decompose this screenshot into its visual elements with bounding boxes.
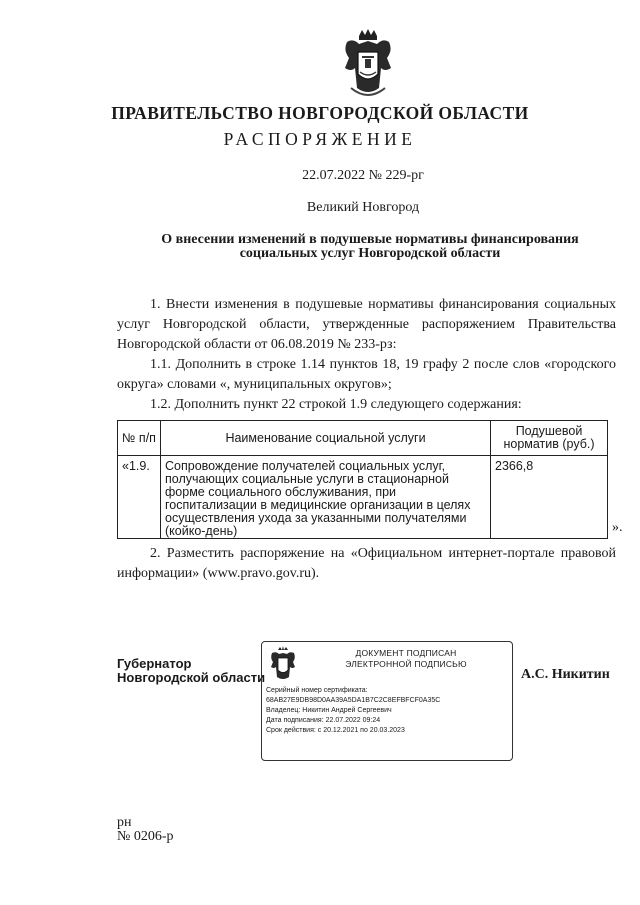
- footer-line-1: рн: [117, 815, 132, 830]
- date-and-number: 22.07.2022 № 229-рг: [302, 168, 424, 183]
- stamp-details: [266, 686, 440, 736]
- header-service-name: Наименование социальной услуги: [161, 421, 491, 456]
- table-closing-quote: ».: [612, 520, 623, 535]
- stamp-title-line-2: ЭЛЕКТРОННОЙ ПОДПИСЬЮ: [345, 659, 467, 669]
- header-norm: Подушевой норматив (руб.): [491, 421, 608, 456]
- services-table: [117, 420, 608, 539]
- position-line-1: Губернатор: [117, 656, 192, 671]
- paragraph-2-text: 2. Разместить распоряжение на «Официальном интернет-портале правовой информации» (www.pravo.gov.ru).: [117, 546, 616, 581]
- government-title: ПРАВИТЕЛЬСТВО НОВГОРОДСКОЙ ОБЛАСТИ: [111, 103, 529, 123]
- stamp-cert-number: 68AB27E9DB98D0AA39A5DA1B7C2C8EFBFCF0A35C: [266, 697, 441, 704]
- stamp-title: [306, 648, 506, 670]
- paragraph-1-1: [117, 355, 616, 395]
- city: Великий Новгород: [306, 200, 420, 215]
- coat-of-arms-emblem: [339, 28, 397, 100]
- table-header-row: [118, 421, 608, 456]
- footer-note: [117, 816, 174, 844]
- stamp-cert-label: Серийный номер сертификата:: [266, 687, 368, 694]
- stamp-emblem-icon: [268, 646, 298, 684]
- document-type: РАСПОРЯЖЕНИЕ: [223, 129, 417, 149]
- subject-line-1: О внесении изменений в подушевые нормативы финансирования: [161, 232, 579, 247]
- paragraph-1-text: 1. Внести изменения в подушевые нормативы финансирования социальных услуг Новгородской области, утвержденные распоряжением Правительства Новгородской области от 06.08.2019 № 233-рз:: [117, 297, 616, 352]
- table-row: [118, 456, 608, 539]
- signatory-name: А.С. Никитин: [521, 667, 610, 682]
- paragraph-1-1-text: 1.1. Дополнить в строке 1.14 пунктов 18, 19 графу 2 после слов «городского округа» словами «, муниципальных округов»;: [117, 357, 616, 392]
- row-service-name: Сопровождение получателей социальных услуг, получающих социальные услуги в стационарной форме социального обслуживания, при госпитализации в медицинские организации в целях осуществления ухода за указанными получателями (койко-день): [161, 456, 491, 539]
- paragraph-2: [117, 544, 616, 584]
- stamp-owner: Владелец: Никитин Андрей Сергеевич: [266, 707, 392, 714]
- paragraph-1: [117, 295, 616, 355]
- stamp-title-line-1: ДОКУМЕНТ ПОДПИСАН: [355, 648, 457, 658]
- stamp-signed-date: Дата подписания: 22.07.2022 09:24: [266, 717, 381, 724]
- electronic-signature-stamp: [261, 641, 513, 761]
- document-subject: [100, 233, 640, 261]
- stamp-validity: Срок действия: с 20.12.2021 по 20.03.2023: [266, 727, 405, 734]
- paragraph-1-2: [117, 395, 616, 415]
- footer-line-2: № 0206-р: [117, 829, 174, 844]
- signatory-position: [117, 657, 265, 685]
- row-norm-value: 2366,8: [491, 456, 608, 539]
- paragraph-1-2-text: 1.2. Дополнить пункт 22 строкой 1.9 следующего содержания:: [150, 397, 522, 412]
- header-number: № п/п: [118, 421, 161, 456]
- position-line-2: Новгородской области: [117, 670, 266, 685]
- row-number: «1.9.: [118, 456, 161, 539]
- subject-line-2: социальных услуг Новгородской области: [239, 246, 501, 261]
